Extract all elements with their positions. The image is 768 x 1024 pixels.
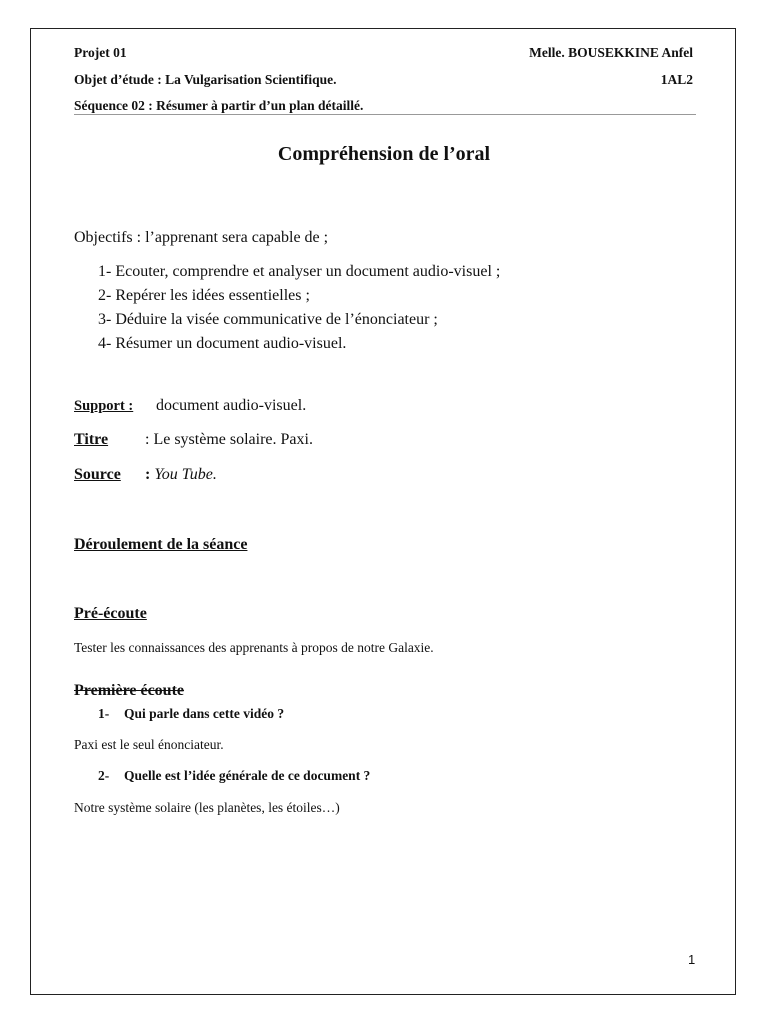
source-colon: : (145, 466, 155, 483)
study-object: Objet d’étude : La Vulgarisation Scientifique. (74, 72, 337, 87)
question-1 (98, 706, 284, 722)
titre-value: : Le système solaire. Paxi. (145, 431, 313, 448)
premiere-ecoute-heading: Première écoute (74, 682, 185, 699)
question-text: Qui parle dans cette vidéo ? (124, 706, 285, 721)
class-label: 1AL2 (660, 72, 693, 87)
pre-ecoute-text: Tester les connaissances des apprenants à propos de notre Galaxie. (74, 640, 434, 655)
support-value: document audio-visuel. (156, 397, 307, 414)
objective-item: 3- Déduire la visée communicative de l’énonciateur ; (98, 311, 438, 328)
question-number: 2- (98, 768, 110, 783)
source-value: You Tube. (154, 466, 217, 483)
support-row (74, 397, 306, 415)
teacher-name: Melle. BOUSEKKINE Anfel (529, 45, 693, 60)
source-row (74, 466, 217, 484)
objectives-list (98, 260, 500, 356)
titre-row (74, 431, 313, 449)
answer-2: Notre système solaire (les planètes, les étoiles…) (74, 800, 340, 815)
page-number: 1 (688, 952, 696, 967)
pre-ecoute-heading: Pré-écoute (74, 605, 147, 622)
page-title: Compréhension de l’oral (277, 143, 491, 165)
objectives-intro: Objectifs : l’apprenant sera capable de ; (74, 229, 329, 246)
sequence-label: Séquence 02 : Résumer à partir d’un plan détaillé. (74, 98, 364, 113)
answer-1: Paxi est le seul énonciateur. (74, 737, 224, 752)
question-number: 1- (98, 706, 110, 721)
titre-label: Titre (74, 431, 109, 448)
objective-item: 1- Ecouter, comprendre et analyser un document audio-visuel ; (98, 263, 501, 280)
objective-item: 4- Résumer un document audio-visuel. (98, 335, 347, 352)
objective-item: 2- Repérer les idées essentielles ; (98, 287, 310, 304)
header-divider (74, 114, 696, 115)
page-frame (30, 28, 736, 995)
source-label: Source (74, 466, 121, 483)
question-2 (98, 768, 370, 784)
project-label: Projet 01 (74, 45, 127, 60)
deroulement-heading: Déroulement de la séance (74, 536, 248, 553)
support-label: Support : (74, 398, 134, 414)
question-text: Quelle est l’idée générale de ce document ? (124, 768, 371, 783)
